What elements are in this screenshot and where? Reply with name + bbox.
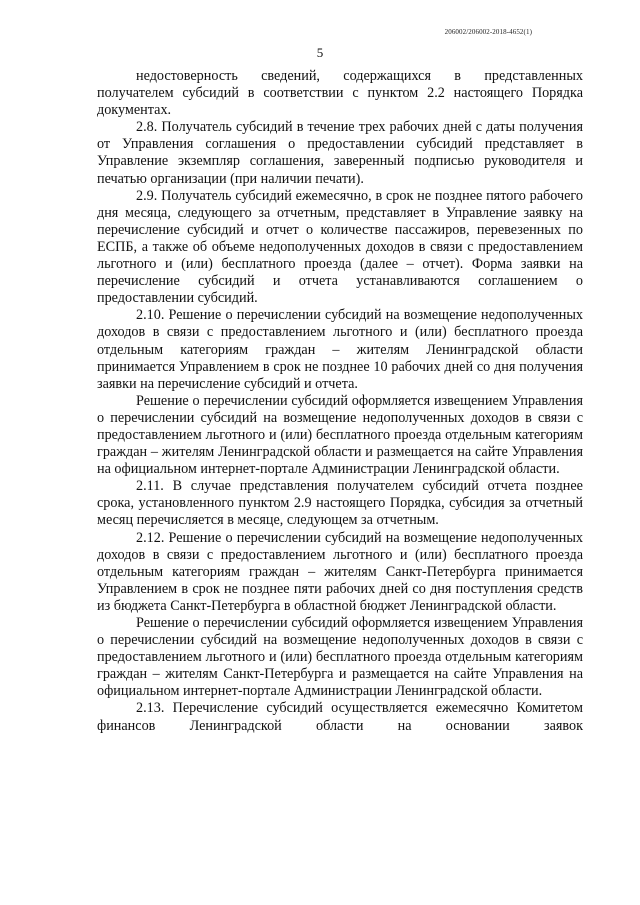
paragraph-2-10: 2.10. Решение о перечислении субсидий на возмещение недополученных доходов в связи с предоставлением льготного и (или) бесплатного проезда отдельным категориям граждан – жителям Ленинградской области принимается Управлением в срок не позднее 10 рабочих дней со дня получения заявки на перечисление субсидий и отчета. [97,307,583,392]
document-body [97,68,583,735]
paragraph-2-12: 2.12. Решение о перечислении субсидий на возмещение недополученных доходов в связи с предоставлением льготного и (или) бесплатного проезда отдельным категориям граждан – жителям Санкт-Петербурга принимается Управлением в срок не позднее пяти рабочих дней со дня поступления средств из бюджета Санкт-Петербурга в областной бюджет Ленинградской области. [97,529,583,614]
paragraph-2-10-decision: Решение о перечислении субсидий оформляется извещением Управления о перечислении субсидий на возмещение недополученных доходов в связи с предоставлением льготного и (или) бесплатного проезда отдельным категориям граждан – жителям Ленинградской области и размещается на сайте Управления на официальном интернет-портале Администрации Ленинградской области. [97,392,583,478]
page-number: 5 [316,45,324,60]
paragraph-2-13: 2.13. Перечисление субсидий осуществляется ежемесячно Комитетом финансов Ленинградской области на основании заявок [97,700,583,734]
paragraph-2-12-decision: Решение о перечислении субсидий оформляется извещением Управления о перечислении субсидий на возмещение недополученных доходов в связи с предоставлением льготного и (или) бесплатного проезда отдельным категориям граждан – жителям Санкт-Петербурга и размещается на сайте Управления на официальном интернет-портале Администрации Ленинградской области. [97,615,583,700]
document-id: 206002/206002-2018-4652(1) [444,28,532,36]
paragraph-2-7-continued: недостоверность сведений, содержащихся в представленных получателем субсидий в соответствии с пунктом 2.2 настоящего Порядка документах. [97,68,583,119]
paragraph-2-9: 2.9. Получатель субсидий ежемесячно, в срок не позднее пятого рабочего дня месяца, следующего за отчетным, представляет в Управление заявку на перечисление субсидий и отчет о количестве пассажиров, перевезенных по ЕСПБ, а также об объеме недополученных доходов в связи с предоставлением льготного и (или) бесплатного проезда (далее – отчет). Форма заявки на перечисление субсидий и отчета устанавливаются соглашением о предоставлении субсидий. [97,187,583,307]
paragraph-2-11: 2.11. В случае представления получателем субсидий отчета позднее срока, установленного пунктом 2.9 настоящего Порядка, субсидия за отчетный месяц перечисляется в месяце, следующем за отчетным. [97,478,583,529]
paragraph-2-8: 2.8. Получатель субсидий в течение трех рабочих дней с даты получения от Управления соглашения о предоставлении субсидий представляет в Управление экземпляр соглашения, заверенный подписью руководителя и печатью организации (при наличии печати). [97,119,583,187]
